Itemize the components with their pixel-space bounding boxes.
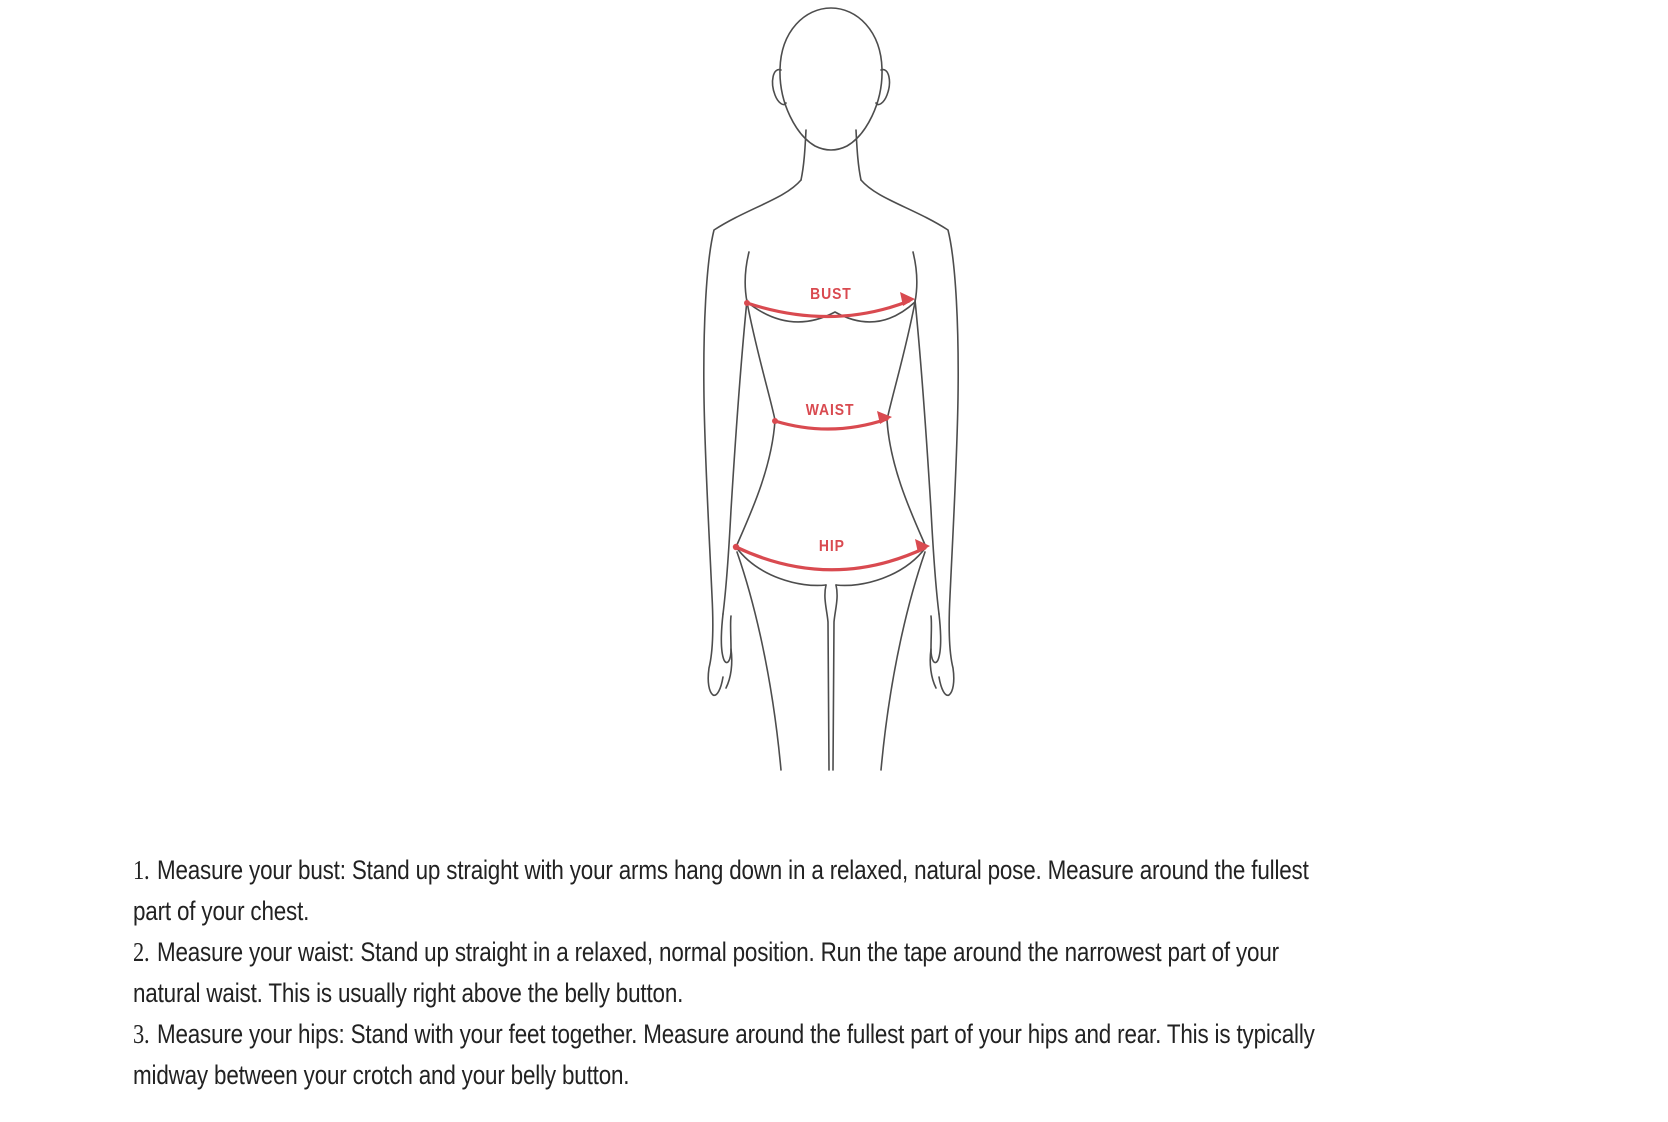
waist-measurement [772,402,892,429]
instruction-text-line: Measure your hips: Stand with your feet together. Measure around the fullest part of your hips and rear. This is typically [156,1019,1315,1049]
right-hand-finger [930,649,936,688]
inner-leg-left [825,585,829,770]
instruction-number: 3. [133,1019,150,1049]
instruction-text-line: natural waist. This is usually right above the belly button. [133,978,684,1008]
instruction-item-bust [133,850,1511,932]
bust-measurement [744,286,915,316]
left-arm-outline [704,180,801,695]
waist-label: WAIST [805,402,855,420]
torso-right-side [887,302,926,547]
right-hand-thumb [931,614,941,663]
left-hand-finger [726,649,732,688]
torso-left-side [736,302,775,547]
instruction-text-line: Measure your bust: Stand up straight with your arms hang down in a relaxed, natural pose. Measure around the fullest [156,855,1309,885]
bust-line-start-dot [744,300,750,306]
left-hand-thumb [721,614,731,663]
waist-line-start-dot [772,418,778,424]
instruction-item-waist [133,932,1511,1014]
body-outline [704,8,958,770]
outer-thigh-left [737,552,781,770]
body-measurement-diagram [700,0,962,778]
right-arm-outline [861,180,958,695]
bust-undercurves [747,302,915,322]
instruction-text-line: part of your chest. [133,896,310,926]
right-inner-arm [915,300,939,614]
instruction-item-hips [133,1014,1511,1096]
outer-thigh-right [881,552,925,770]
right-bust-side [913,252,917,302]
hip-label: HIP [818,538,845,556]
instruction-number: 2. [133,937,150,967]
measurement-instructions [133,850,1511,1096]
inner-leg-right [833,585,837,770]
instruction-text-line: Measure your waist: Stand up straight in a relaxed, normal position. Run the tape around the narrowest part of your [156,937,1279,967]
waist-measurement-line [775,419,887,429]
hip-measurement [733,538,930,569]
instruction-number: 1. [133,855,150,885]
bust-measurement-line [747,301,909,317]
head-outline [780,8,882,150]
hip-line-start-dot [733,544,739,550]
left-inner-arm [723,300,747,614]
bust-label: BUST [810,286,852,304]
instruction-text-line: midway between your crotch and your belly button. [133,1060,630,1090]
left-bust-side [745,252,749,302]
